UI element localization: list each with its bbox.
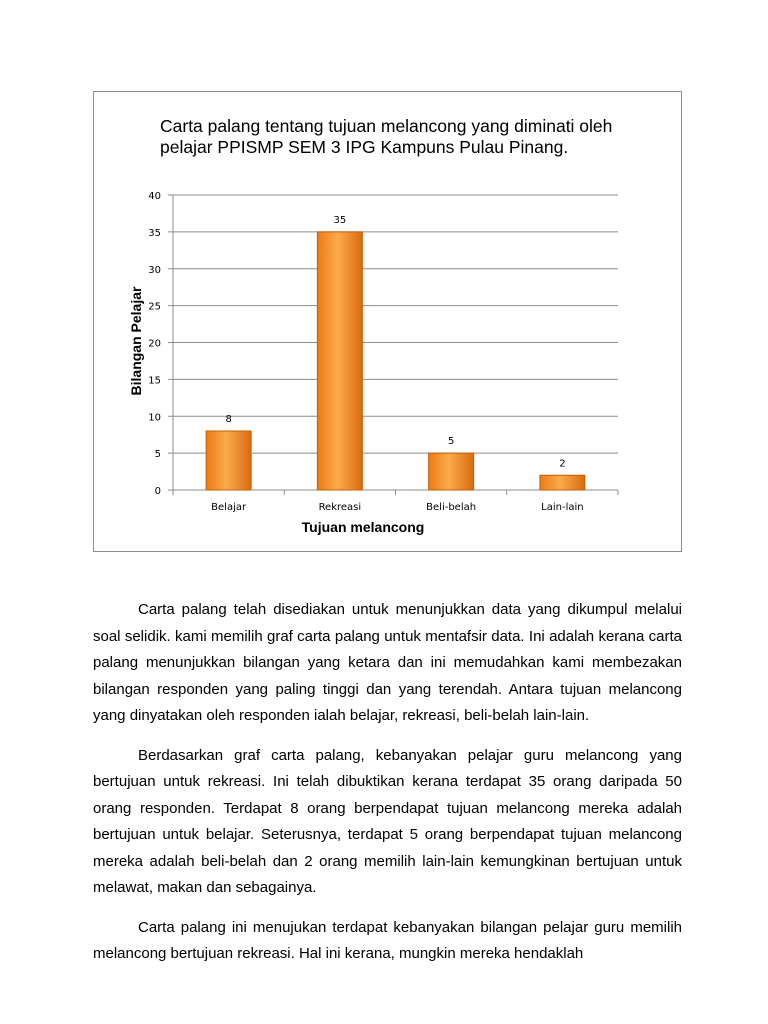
bar-beli-belah (429, 453, 474, 490)
body-text (93, 597, 682, 981)
x-tick-label: Beli-belah (426, 502, 477, 513)
paragraph: Berdasarkan graf carta palang, kebanyakan pelajar guru melancong yang bertujuan untuk rekreasi. Ini telah dibuktikan kerana terdapat 35 orang daripada 50 orang responden. Terdapat 8 orang berpendapat tujuan melancong mereka adalah bertujuan untuk belajar. Seterusnya, terdapat 5 orang berpendapat tujuan melancong mereka adalah beli-belah dan 2 orang memilih lain-lain kemungkinan bertujuan untuk melawat, makan dan sebagainya. (93, 746, 682, 896)
y-tick-label: 5 (154, 449, 161, 461)
x-axis-label: Tujuan melancong (301, 519, 425, 535)
y-tick-label: 40 (148, 191, 161, 202)
data-label: 5 (447, 436, 455, 448)
paragraph: Carta palang telah disediakan untuk menunjukkan data yang dikumpul melalui soal selidik. kami memilih graf carta palang untuk mentafsir data. Ini adalah kerana carta palang menunjukkan bilangan yang ketara dan ini memudahkan kami membezakan bilangan responden yang paling tinggi dan yang terendah. Antara tujuan melancong yang dinyatakan oleh responden ialah belajar, rekreasi, beli-belah lain-lain. (93, 601, 682, 724)
bar-lain-lain (540, 475, 585, 490)
bar-rekreasi (317, 232, 362, 490)
paragraph: Carta palang ini menujukan terdapat kebanyakan bilangan pelajar guru memilih melancong bertujuan rekreasi. Hal ini kerana, mungkin mereka hendaklah (93, 918, 682, 962)
y-tick-label: 10 (148, 412, 161, 424)
x-tick-label: Lain-lain (541, 502, 584, 513)
y-tick-label: 0 (154, 486, 161, 497)
data-label: 35 (333, 214, 347, 226)
chart-title: Carta palang tentang tujuan melancong yang diminati oleh pelajar PPISMP SEM 3 IPG Kampuns Pulau Pinang. (160, 116, 613, 157)
data-label: 2 (559, 458, 566, 470)
y-tick-label: 25 (148, 301, 161, 313)
data-label: 8 (225, 414, 232, 425)
x-tick-label: Rekreasi (318, 502, 362, 513)
y-tick-label: 20 (148, 338, 161, 350)
y-tick-label: 35 (148, 227, 161, 239)
x-tick-label: Belajar (211, 502, 247, 513)
y-tick-label: 15 (148, 375, 161, 387)
bar-chart (93, 91, 682, 552)
bar-belajar (206, 431, 251, 490)
y-axis-label: Bilangan Pelajar (128, 286, 144, 396)
y-tick-label: 30 (148, 264, 161, 276)
